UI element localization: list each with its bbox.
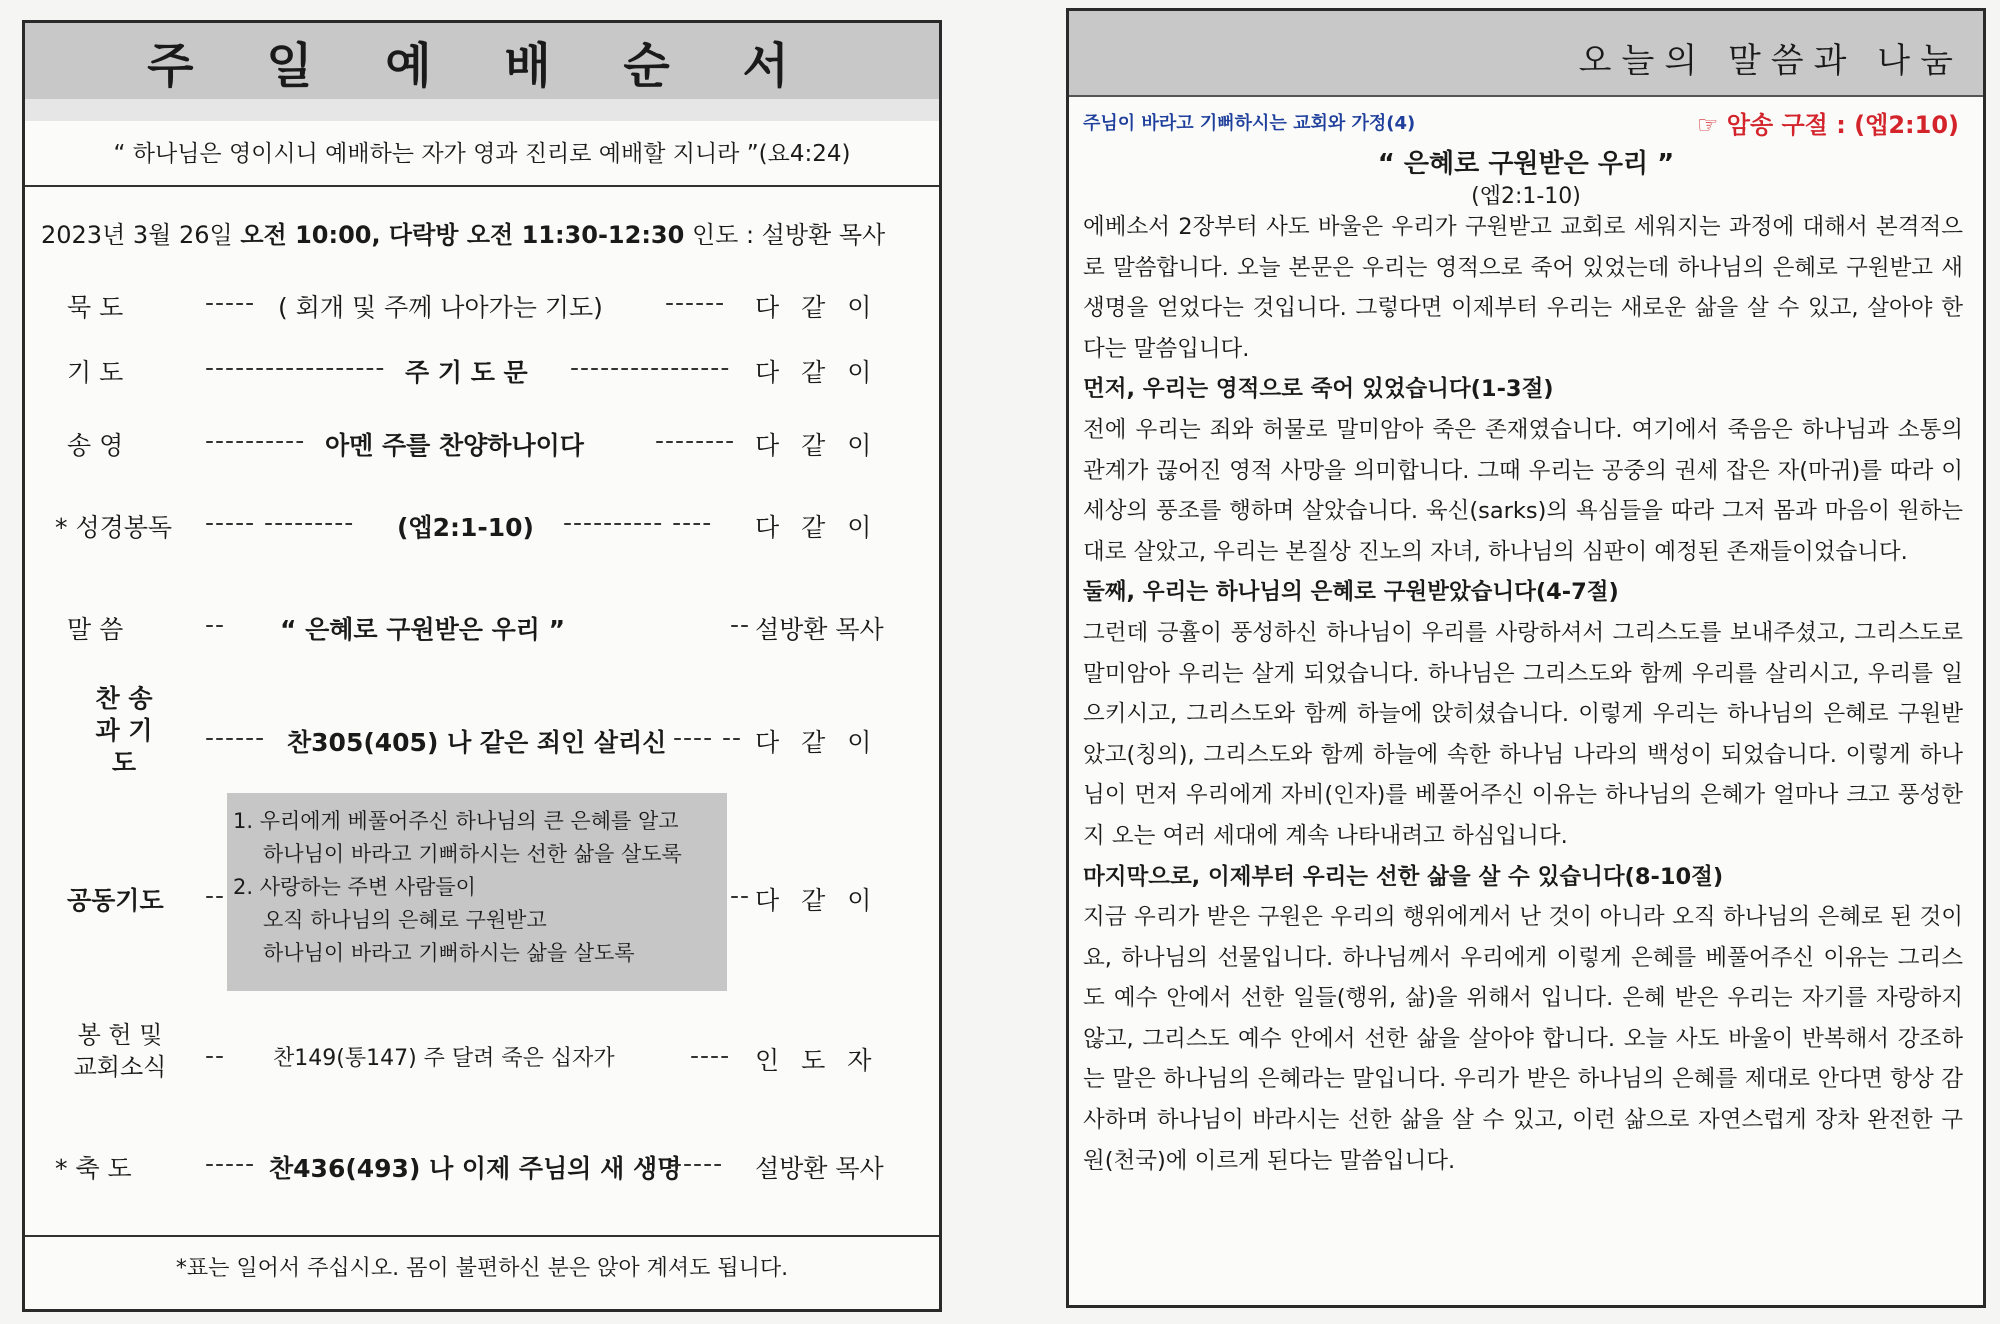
order-item-content: 찬149(통147) 주 달려 죽은 십자가 <box>273 1046 615 1071</box>
order-item <box>25 610 939 650</box>
order-item-responder: 인도자 <box>755 1046 894 1075</box>
order-item-dash: ------ <box>665 288 726 317</box>
order-item-dash: -- <box>205 610 226 639</box>
series-title: 주님이 바라고 기뻐하시는 교회와 가정(4) <box>1083 113 1416 134</box>
order-item-label: * 축 도 <box>55 1154 132 1183</box>
worship-order-title: 주 일 예 배 순 서 <box>25 23 939 101</box>
service-time: 오전 10:00, 다락방 오전 11:30-12:30 <box>240 221 685 249</box>
order-item-dash: ----- <box>673 1149 724 1178</box>
section-heading: 마지막으로, 이제부터 우리는 선한 삶을 살 수 있습니다(8-10절) <box>1083 863 1724 890</box>
section-heading: 둘째, 우리는 하나님의 은혜로 구원받았습니다(4-7절) <box>1083 579 1619 606</box>
prayer-line: 1. 우리에게 베풀어주신 하나님의 큰 은혜를 알고 <box>233 809 679 833</box>
order-item-responder: 설방환 목사 <box>755 1154 884 1183</box>
section-heading: 먼저, 우리는 영적으로 죽어 있었습니다(1-3절) <box>1083 376 1554 403</box>
worship-order-panel <box>22 20 942 1312</box>
order-item-content: (엡2:1-10) <box>397 513 534 542</box>
order-item-dash: ----- <box>205 1149 256 1178</box>
order-item-label: 기 도 <box>67 358 124 387</box>
order-item-label: * 성경봉독 <box>55 513 173 542</box>
prayer-line: 2. 사랑하는 주변 사람들이 <box>233 875 476 899</box>
order-item-label: 봉 헌 및 교회소식 <box>73 1021 167 1081</box>
order-item-responder: 다같이 <box>755 513 894 542</box>
order-item <box>25 426 939 466</box>
order-item-dash: ---- -- <box>673 723 743 752</box>
order-item-content: ( 회개 및 주께 나아가는 기도) <box>278 293 603 322</box>
common-prayer-box <box>227 793 727 991</box>
order-item-responder: 다같이 <box>755 886 894 915</box>
order-item-label: 공동기도 <box>67 886 164 915</box>
order-item-dash: -- <box>730 881 751 910</box>
order-item <box>25 684 939 777</box>
memory-verse: ☞ 암송 구절 : (엡2:10) <box>1696 111 1959 139</box>
order-item-dash: ------------------ <box>205 353 386 382</box>
order-item-dash: ---------- ---- <box>563 508 713 537</box>
order-item-label: 송 영 <box>67 431 124 460</box>
order-item-content: “ 은혜로 구원받은 우리 ” <box>280 615 566 644</box>
divider <box>25 1235 939 1237</box>
sermon-header <box>1069 11 1983 97</box>
order-item-content: 아멘 주를 찬양하나이다 <box>325 431 584 460</box>
order-item-content: 찬305(405) 나 같은 죄인 살리신 <box>287 728 667 757</box>
prayer-line: 하나님이 바라고 기뻐하시는 선한 삶을 살도록 <box>263 842 682 866</box>
order-item-dash: -- <box>205 1041 226 1070</box>
order-item-content: 주 기 도 문 <box>405 358 528 387</box>
order-item-content: 찬436(493) 나 이제 주님의 새 생명 <box>269 1154 682 1183</box>
prayer-line: 오직 하나님의 은혜로 구원받고 <box>263 908 547 932</box>
sermon-summary-panel <box>1066 8 1986 1308</box>
title-shade <box>25 99 939 121</box>
order-item-dash: -- <box>205 881 226 910</box>
order-item-dash: ----- <box>205 288 256 317</box>
prayer-line: 하나님이 바라고 기뻐하시는 삶을 살도록 <box>263 941 635 965</box>
order-item <box>25 353 939 393</box>
body-paragraph: 지금 우리가 받은 구원은 우리의 행위에게서 난 것이 아니라 오직 하나님의 은혜로 된 것이요, 하나님의 선물입니다. 하나님께서 우리에게 이렇게 은혜를 베풀어주신 이유는 그리스도 예수 안에서 선한 일들(행위, 삶)을 위해서 입니다. 은혜 받은 우리는 자기를 자랑하지 않고, 그리스도 예수 안에서 선한 삶을 살아야 합니다. 오늘 사도 바울이 반복해서 강조하는 말은 하나님의 은혜라는 말입니다. 우리가 받은 하나님의 은혜를 제대로 안다면 항상 감사하며 하나님이 바라시는 선한 삶을 살 수 있고, 이런 삶으로 자연스럽게 장차 완전한 구원(천국)에 이르게 된다는 말씀입니다. <box>1083 904 1963 1174</box>
order-item <box>25 1021 939 1081</box>
order-item <box>25 508 939 548</box>
body-paragraph: 에베소서 2장부터 사도 바울은 우리가 구원받고 교회로 세워지는 과정에 대해서 본격적으로 말씀합니다. 오늘 본문은 우리는 영적으로 죽어 있었는데 하나님의 은혜로 구원받고 새 생명을 얻었다는 것입니다. 그렇다면 이제부터 우리는 새로운 삶을 살 수 있고, 살아야 한다는 말씀입니다. <box>1083 214 1963 362</box>
sermon-body <box>1083 207 1963 1181</box>
body-paragraph: 전에 우리는 죄와 허물로 말미암아 죽은 존재였습니다. 여기에서 죽음은 하나님과 소통의 관계가 끊어진 영적 사망을 의미합니다. 그때 우리는 공중의 권세 잡은 자(마귀)를 따라 이 세상의 풍조를 행하며 살았습니다. 육신(sarks)의 욕심들을 따라 그저 몸과 마음이 원하는 대로 살았고, 우리는 본질상 진노의 자녀, 하나님의 심판이 예정된 존재들이었습니다. <box>1083 416 1963 565</box>
order-item-responder: 다같이 <box>755 358 894 387</box>
order-item <box>25 288 939 328</box>
order-item-responder: 다같이 <box>755 728 894 757</box>
order-item-label: 찬 송 과 기 도 <box>95 684 153 777</box>
body-paragraph: 그런데 긍휼이 풍성하신 하나님이 우리를 사랑하셔서 그리스도를 보내주셨고, 그리스도로 말미암아 우리는 살게 되었습니다. 하나님은 그리스도와 함께 우리를 살리시고, 우리를 일으키시고, 그리스도와 함께 하늘에 앉히셨습니다. 이렇게 우리는 하나님의 은혜로 구원받았고(칭의), 그리스도와 함께 하늘에 속한 하나님 나라의 백성이 되었습니다. 이렇게 하나님이 먼저 우리에게 자비(인자)를 베풀어주신 이유는 하나님의 은혜가 얼마나 크고 풍성한지 오는 여러 세대에 계속 나타내려고 하심입니다. <box>1083 619 1963 849</box>
order-item-responder: 다같이 <box>755 293 894 322</box>
order-item-responder: 설방환 목사 <box>755 615 884 644</box>
order-item-dash: ---------- <box>205 426 306 455</box>
service-leader: 인도 : 설방환 목사 <box>691 221 886 249</box>
order-item-dash: ------ <box>205 723 266 752</box>
standing-note: *표는 일어서 주십시오. 몸이 불편하신 분은 앉아 계셔도 됩니다. <box>175 1256 789 1281</box>
order-item-dash: ---------------- <box>570 353 731 382</box>
order-item-dash: ---- <box>690 1041 731 1070</box>
sermon-reference: (엡2:1-10) <box>1471 184 1581 209</box>
order-item-label: 말 씀 <box>67 615 124 644</box>
order-item-dash: ----- --------- <box>205 508 355 537</box>
service-date: 2023년 3월 26일 <box>41 221 233 249</box>
service-info <box>41 215 885 250</box>
order-item-label: 묵 도 <box>67 293 124 322</box>
sermon-title: “ 은혜로 구원받은 우리 ” <box>1377 149 1675 179</box>
order-item-dash: -------- <box>655 426 736 455</box>
order-item-responder: 다같이 <box>755 431 894 460</box>
order-item-dash: -- <box>730 610 751 639</box>
divider <box>25 185 939 187</box>
sermon-header-title: 오늘의 말씀과 나눔 <box>1578 41 1963 81</box>
order-item <box>25 1149 939 1189</box>
scripture-subtitle: “ 하나님은 영이시니 예배하는 자가 영과 진리로 예배할 지니라 ”(요4:24) <box>113 141 851 167</box>
